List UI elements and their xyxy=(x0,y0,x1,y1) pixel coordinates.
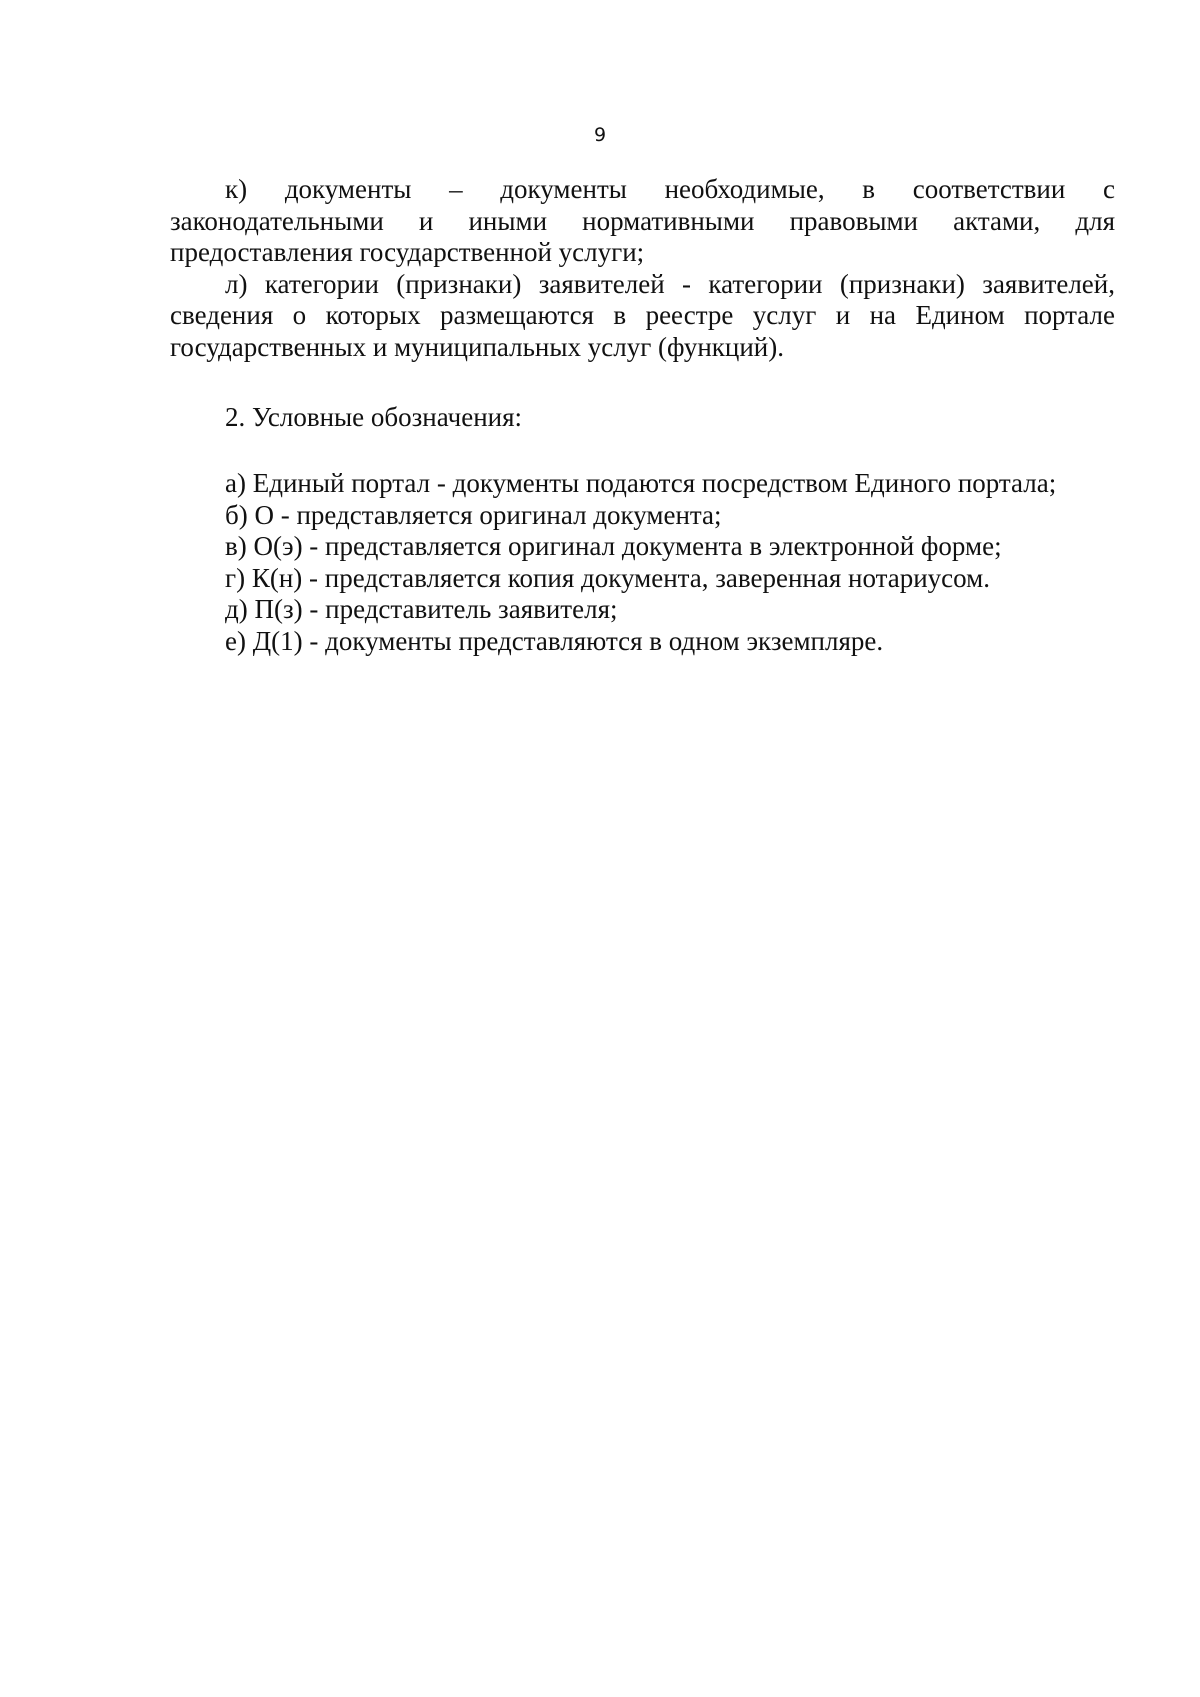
legend-item-original: б) О - представляется оригинал документа; xyxy=(225,499,722,530)
definition-l: л) категории (признаки) заявителей - категории (признаки) заявителей, сведения о которых размещаются в реестре услуг и на Едином портале государственных и муниципальных услуг (функций). xyxy=(170,268,1115,362)
section-heading: 2. Условные обозначения: xyxy=(225,402,523,432)
legend-item-notarized-copy: г) К(н) - представляется копия документа, заверенная нотариусом. xyxy=(225,562,990,593)
legend-item-original-electronic: в) О(э) - представляется оригинал документа в электронной форме; xyxy=(225,531,1002,561)
legend-item-representative: д) П(з) - представитель заявителя; xyxy=(225,594,618,624)
legend-list xyxy=(225,468,1056,657)
legend-item-edinyy-portal: а) Единый портал - документы подаются посредством Единого портала; xyxy=(225,468,1057,498)
legend-item-one-copy: е) Д(1) - документы представляются в одном экземпляре. xyxy=(225,625,884,656)
page-number: 9 xyxy=(593,124,607,146)
definition-k: к) документы – документы необходимые, в соответствии с законодательными и иными нормативными правовыми актами, для предоставления государственной услуги; xyxy=(170,174,1115,267)
definitions-block xyxy=(170,174,1115,363)
